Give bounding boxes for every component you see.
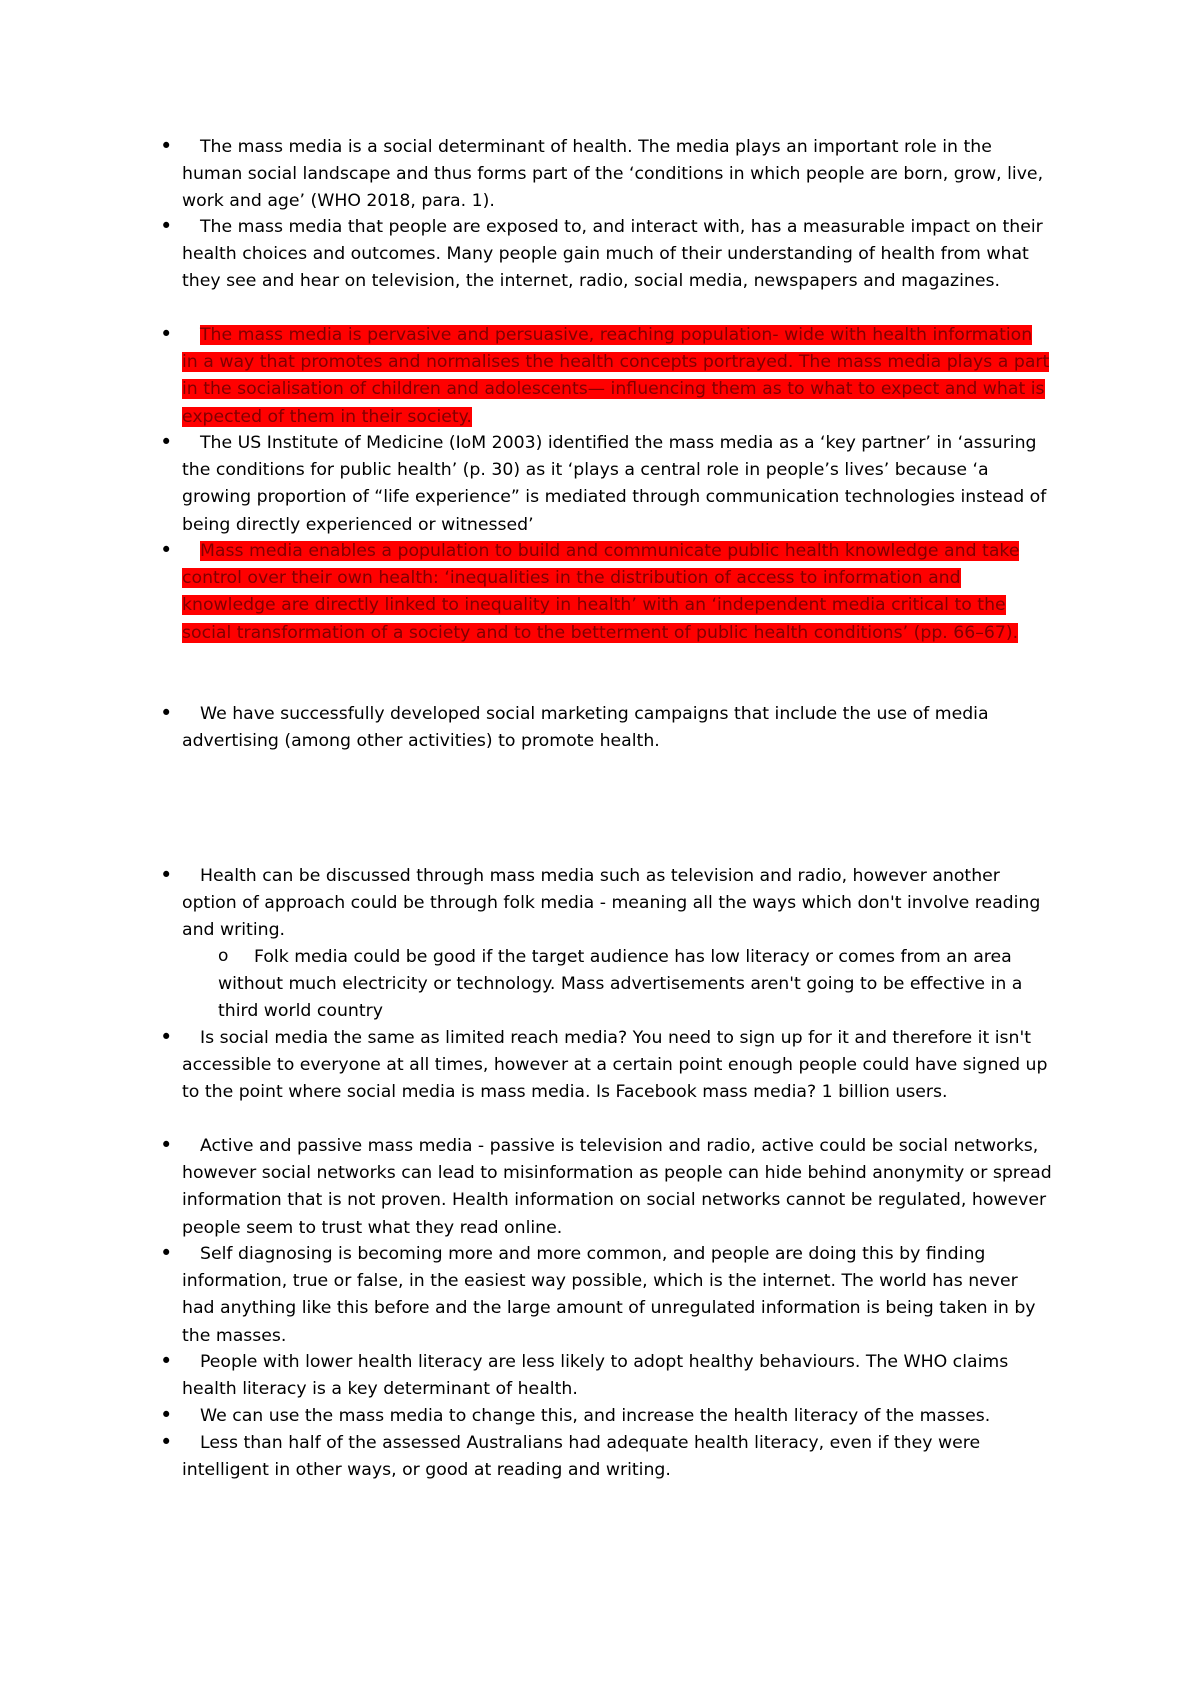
- bullet-text-p9: [164, 1025, 1052, 1107]
- bullet-marker: •: [160, 1349, 173, 1373]
- bullet-text-p7: [164, 863, 1052, 945]
- bullet-text-p8: [182, 944, 1034, 1026]
- note-text: Folk media could be good if the target audience has low literacy or comes from an area without much electricity or technology. Mass advertisements aren't going to be effective in a third world country: [218, 947, 1023, 1022]
- bullet-text-p13: [164, 1403, 1052, 1430]
- note-text: Self diagnosing is becoming more and more common, and people are doing this by finding information, true or false, in the easiest way possible, which is the internet. The world has never had anything like this before and the large amount of unregulated information is being taken in by the masses.: [182, 1244, 1036, 1346]
- sub-bullet-marker: o: [218, 946, 229, 966]
- bullet-marker: •: [160, 1403, 173, 1427]
- highlighted-note-text: Mass media enables a population to build and communicate public health knowledge and take control over their own health: ‘inequalities in the distribution of access to information and knowledge are directly linked to inequality in health’ with an ‘independent media critical to the social transformation of a society and to the betterment of public health conditions’ (pp. 66–67).: [182, 541, 1020, 643]
- bullet-text-p10: [164, 1133, 1052, 1242]
- bullet-text-p4: [164, 430, 1052, 539]
- highlighted-note-text: The mass media is pervasive and persuasive, reaching population- wide with health information in a way that promotes and normalises the health concepts portrayed. The mass media plays a part in the socialisation of children and adolescents— influencing them as to what to expect and what is expected of them in their society.: [182, 325, 1050, 427]
- bullet-marker: •: [160, 322, 173, 346]
- bullet-marker: •: [160, 863, 173, 887]
- note-text: The mass media is a social determinant of health. The media plays an important role in the human social landscape and thus forms part of the ‘conditions in which people are born, grow, live, work and age’ (WHO 2018, para. 1).: [182, 137, 1044, 212]
- note-text: Is social media the same as limited reach media? You need to sign up for it and therefore it isn't accessible to everyone at all times, however at a certain point enough people could have signed up to the point where social media is mass media. Is Facebook mass media? 1 billion users.: [182, 1028, 1048, 1103]
- bullet-marker: •: [160, 1133, 173, 1157]
- note-text: Active and passive mass media - passive is television and radio, active could be social networks, however social networks can lead to misinformation as people can hide behind anonymity or spread information that is not proven. Health information on social networks cannot be regulated, however people seem to trust what they read online.: [182, 1136, 1052, 1238]
- bullet-marker: •: [160, 1025, 173, 1049]
- note-text: We can use the mass media to change this, and increase the health literacy of the masses.: [200, 1406, 991, 1426]
- bullet-text-p6: [164, 701, 1052, 755]
- bullet-text-p5: [164, 538, 1052, 647]
- bullet-marker: •: [160, 1430, 173, 1454]
- bullet-text-p3: [164, 322, 1052, 431]
- bullet-marker: •: [160, 538, 173, 562]
- note-text: People with lower health literacy are less likely to adopt healthy behaviours. The WHO claims health literacy is a key determinant of health.: [182, 1352, 1009, 1400]
- note-text: Less than half of the assessed Australians had adequate health literacy, even if they were intelligent in other ways, or good at reading and writing.: [182, 1433, 981, 1481]
- bullet-marker: •: [160, 430, 173, 454]
- bullet-marker: •: [160, 214, 173, 238]
- bullet-text-p12: [164, 1349, 1052, 1403]
- bullet-text-p14: [164, 1430, 1052, 1484]
- bullet-marker: •: [160, 134, 173, 158]
- bullet-marker: •: [160, 1241, 173, 1265]
- bullet-text-p11: [164, 1241, 1052, 1350]
- bullet-text-p1: [164, 134, 1052, 216]
- bullet-marker: •: [160, 701, 173, 725]
- note-text: We have successfully developed social marketing campaigns that include the use of media advertising (among other activities) to promote health.: [182, 704, 989, 752]
- bullet-text-p2: [164, 214, 1052, 296]
- note-text: The US Institute of Medicine (IoM 2003) identified the mass media as a ‘key partner’ in ‘assuring the conditions for public health’ (p. 30) as it ‘plays a central role in people’s lives’ because ‘a growing proportion of “life experience” is mediated through communication technologies instead of being directly experienced or witnessed’: [182, 433, 1047, 535]
- note-text: The mass media that people are exposed to, and interact with, has a measurable impact on their health choices and outcomes. Many people gain much of their understanding of health from what they see and hear on television, the internet, radio, social media, newspapers and magazines.: [182, 217, 1043, 292]
- note-text: Health can be discussed through mass media such as television and radio, however another option of approach could be through folk media - meaning all the ways which don't involve reading and writing.: [182, 866, 1041, 941]
